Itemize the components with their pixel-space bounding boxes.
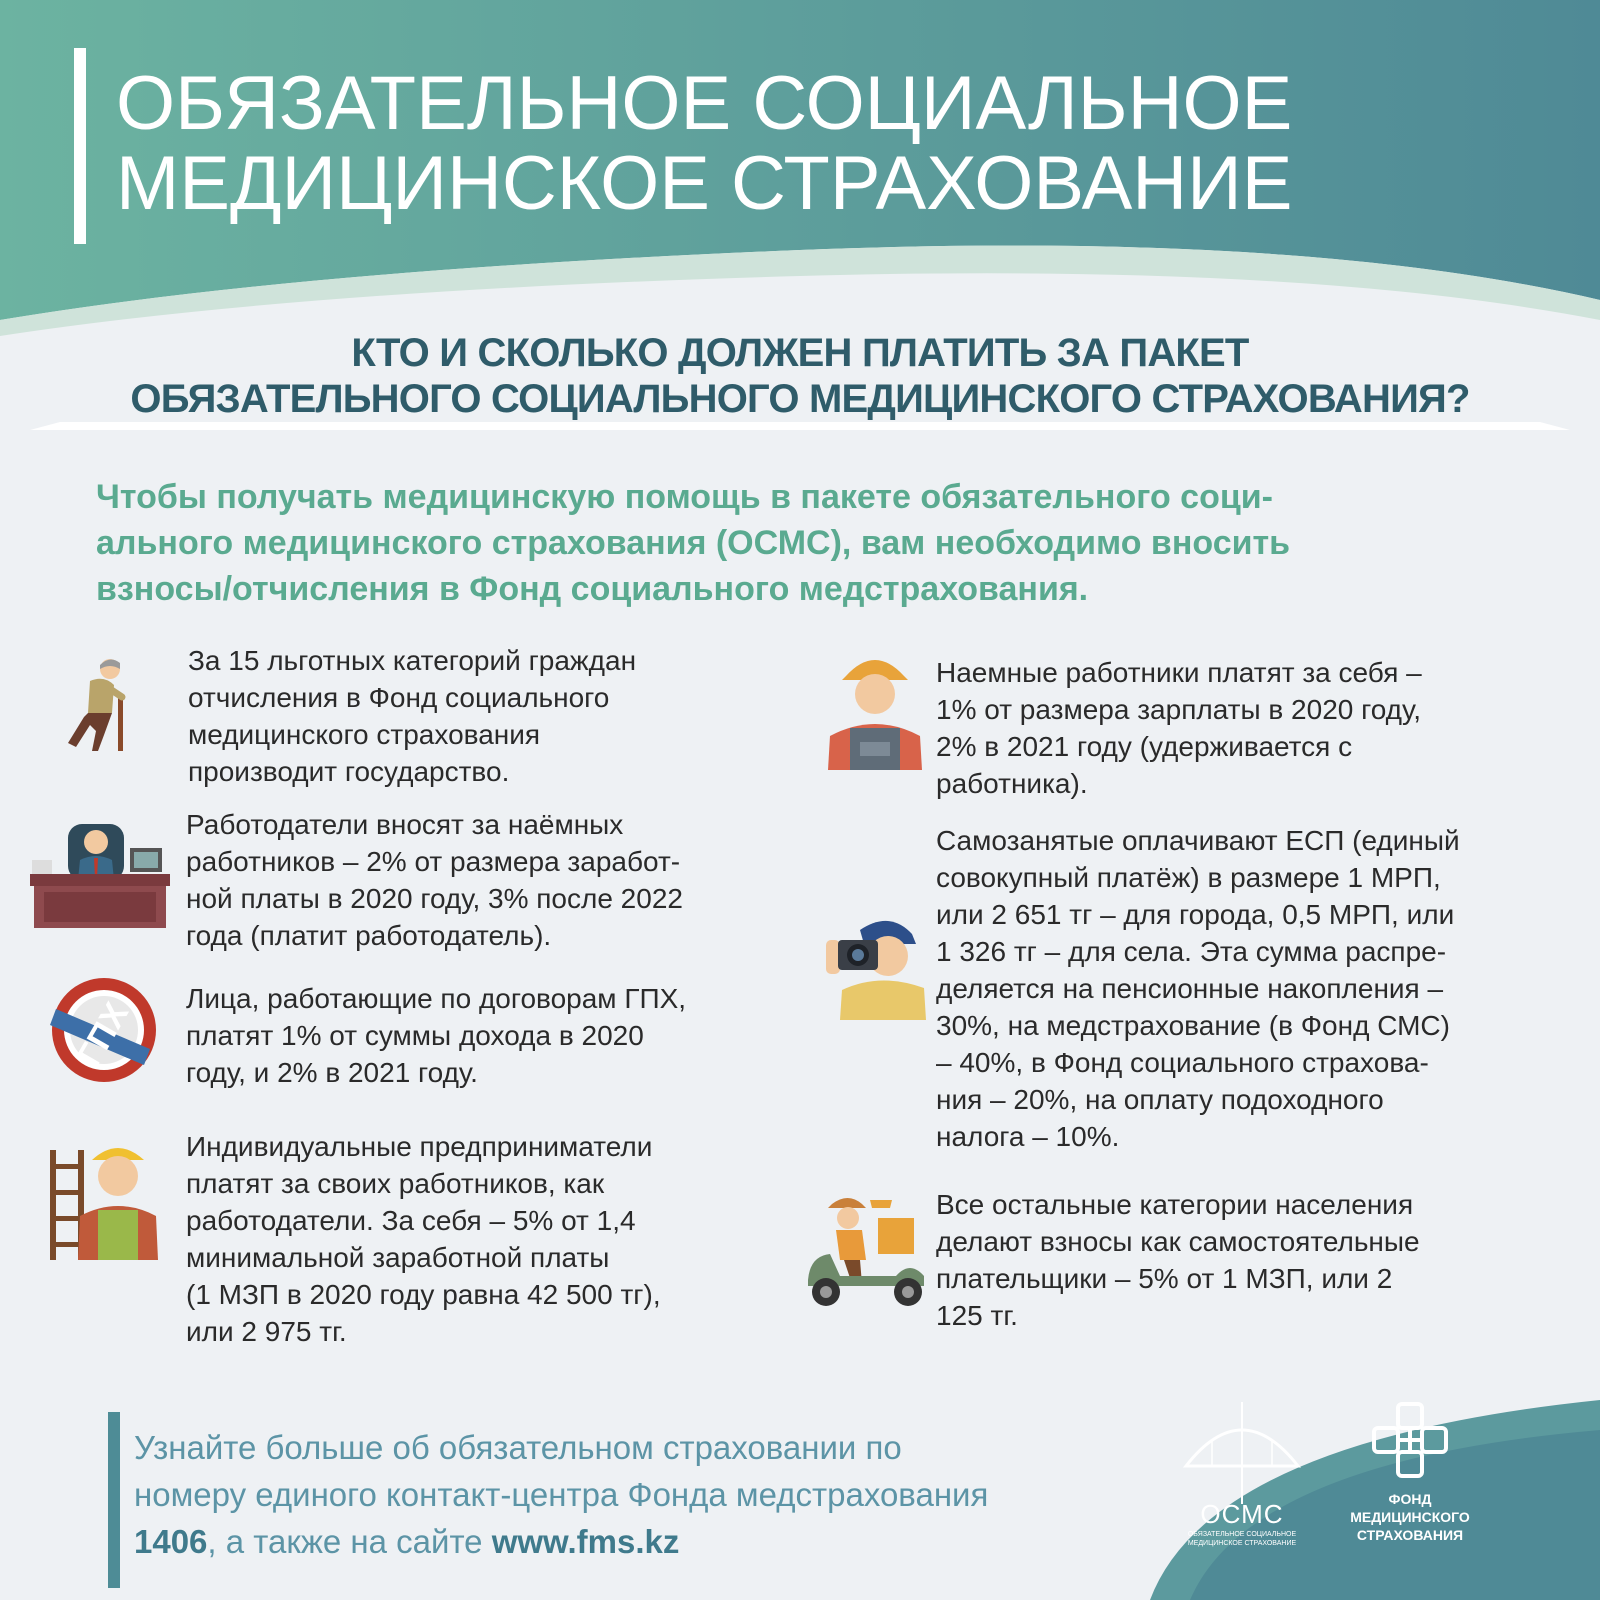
intro-line-1: Чтобы получать медицинскую помощь в пакете обязательного соци- <box>96 478 1273 516</box>
text-line: налога – 10%. <box>936 1121 1120 1152</box>
fund-snowflake-icon <box>1370 1400 1450 1480</box>
intro-line-3: взносы/отчисления в Фонд социального медстрахования. <box>96 570 1089 608</box>
text-line: Наемные работники платят за себя – <box>936 657 1422 688</box>
gph-badge-icon <box>46 975 162 1085</box>
text-line: или 2 975 тг. <box>186 1316 347 1347</box>
text-line: 1 326 тг – для села. Эта сумма распре- <box>936 936 1447 967</box>
worker-helmet-icon <box>820 650 930 775</box>
website-link[interactable]: www.fms.kz <box>491 1523 680 1560</box>
osms-logo-name: ОСМС <box>1200 1499 1284 1529</box>
heading-line-1: КТО И СКОЛЬКО ДОЛЖЕН ПЛАТИТЬ ЗА ПАКЕТ <box>351 331 1249 375</box>
right-item-3 <box>936 1186 1556 1334</box>
umbrella-icon <box>1182 1400 1302 1510</box>
gph-badge-label: ГПХ <box>70 996 137 1073</box>
osms-sub-line-2: МЕДИЦИНСКОЕ СТРАХОВАНИЕ <box>1187 1540 1297 1547</box>
courier-scooter-icon <box>800 1190 930 1310</box>
text-line: или 2 651 тг – для города, 0,5 МРП, или <box>936 899 1455 930</box>
text-line: (1 МЗП в 2020 году равна 42 500 тг), <box>186 1279 661 1310</box>
text-line: деляется на пенсионные накопления – <box>936 973 1444 1004</box>
text-line: работника). <box>936 768 1088 799</box>
text-line: Самозанятые оплачивают ЕСП (единый <box>936 825 1460 856</box>
text-line: совокупный платёж) в размере 1 МРП, <box>936 862 1441 893</box>
page-title <box>116 61 1416 226</box>
text-line: ной платы в 2020 году, 3% после 2022 <box>186 883 683 914</box>
contact-info <box>134 1424 1174 1565</box>
text-line: медицинского страхования <box>188 719 541 750</box>
text-line: ния – 20%, на оплату подоходного <box>936 1084 1384 1115</box>
right-item-1 <box>936 654 1556 802</box>
photographer-icon <box>820 910 930 1020</box>
text-line: производит государство. <box>188 756 510 787</box>
text-line: Работодатели вносят за наёмных <box>186 809 624 840</box>
fund-line-3: СТРАХОВАНИЯ <box>1356 1527 1464 1543</box>
text-line: Лица, работающие по договорам ГПХ, <box>186 983 687 1014</box>
text-line: платят за своих работников, как <box>186 1168 605 1199</box>
text-line: 1% от размера зарплаты в 2020 году, <box>936 694 1421 725</box>
text-line: работников – 2% от размера заработ- <box>186 846 681 877</box>
heading-line-2: ОБЯЗАТЕЛЬНОГО СОЦИАЛЬНОГО МЕДИЦИНСКОГО СТРАХОВАНИЯ? <box>130 377 1470 421</box>
fund-line-2: МЕДИЦИНСКОГО <box>1350 1509 1470 1525</box>
contact-phone[interactable]: 1406 <box>134 1523 208 1560</box>
left-item-3 <box>186 980 766 1091</box>
text-line: 30%, на медстрахование (в Фонд СМС) <box>936 1010 1450 1041</box>
osms-logo-subtitle <box>1180 1530 1304 1548</box>
right-item-2 <box>936 822 1576 1155</box>
footer-line-1: Узнайте больше об обязательном страховании по <box>134 1429 902 1466</box>
text-line: 125 тг. <box>936 1300 1018 1331</box>
osms-sub-line-1: ОБЯЗАТЕЛЬНОЕ СОЦИАЛЬНОЕ <box>1187 1531 1297 1538</box>
footer-line-3 <box>134 1518 1174 1565</box>
text-line: – 40%, в Фонд социального страхова- <box>936 1047 1429 1078</box>
fund-line-1: ФОНД <box>1388 1491 1432 1507</box>
left-item-4 <box>186 1128 766 1350</box>
intro-line-2: ального медицинского страхования (ОСМС), вам необходимо вносить <box>96 524 1291 562</box>
builder-ladder-icon <box>48 1140 164 1260</box>
intro-paragraph <box>96 474 1526 612</box>
text-line: делают взносы как самостоятельные <box>936 1226 1420 1257</box>
text-line: года (платит работодатель). <box>186 920 552 951</box>
section-heading <box>40 330 1560 422</box>
title-accent-bar <box>74 48 86 244</box>
text-line: За 15 льготных категорий граждан <box>188 645 637 676</box>
title-line-2: МЕДИЦИНСКОЕ СТРАХОВАНИЕ <box>116 141 1293 226</box>
title-line-1: ОБЯЗАТЕЛЬНОЕ СОЦИАЛЬНОЕ <box>116 61 1293 146</box>
text-line: Все остальные категории населения <box>936 1189 1414 1220</box>
footer-middle-text: , а также на сайте <box>207 1523 492 1560</box>
text-line: году, и 2% в 2021 году. <box>186 1057 478 1088</box>
left-item-1 <box>188 642 748 790</box>
text-line: работодатели. За себя – 5% от 1,4 <box>186 1205 636 1236</box>
text-line: 2% в 2021 году (удерживается с <box>936 731 1353 762</box>
elderly-person-icon <box>54 655 144 755</box>
text-line: плательщики – 5% от 1 МЗП, или 2 <box>936 1263 1393 1294</box>
left-item-2 <box>186 806 766 954</box>
text-line: минимальной заработной платы <box>186 1242 610 1273</box>
employer-desk-icon <box>30 820 170 930</box>
text-line: отчисления в Фонд социального <box>188 682 610 713</box>
footer-line-2: номеру единого контакт-центра Фонда медстрахования <box>134 1476 989 1513</box>
text-line: платят 1% от суммы дохода в 2020 <box>186 1020 644 1051</box>
text-line: Индивидуальные предприниматели <box>186 1131 653 1162</box>
fund-logo-text <box>1330 1490 1490 1544</box>
footer-accent-bar <box>108 1412 120 1588</box>
